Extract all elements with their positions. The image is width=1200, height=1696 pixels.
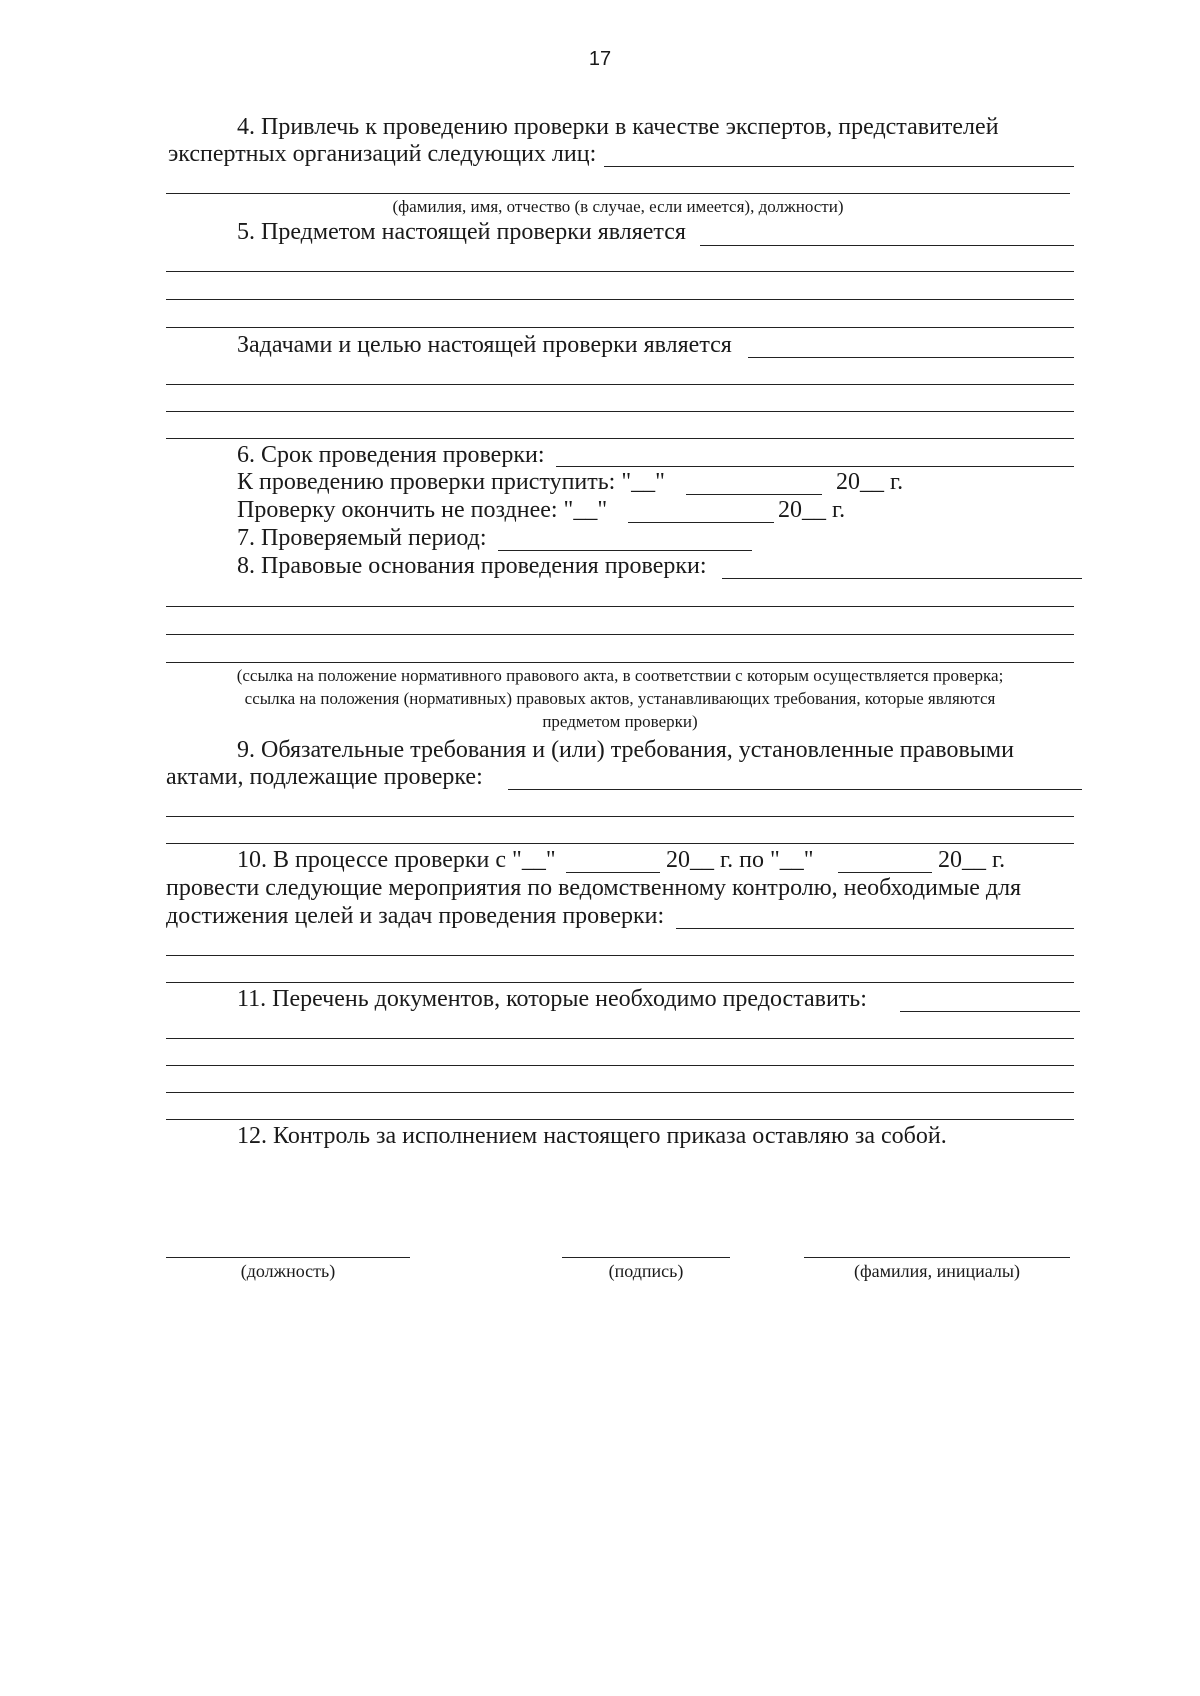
item10-line3: достижения целей и задач проведения проверки: bbox=[166, 903, 665, 929]
item7-period-blank[interactable] bbox=[498, 550, 752, 551]
signature-name-blank[interactable] bbox=[804, 1257, 1070, 1258]
item11-blank-3[interactable] bbox=[166, 1065, 1074, 1066]
item10-to-month-blank[interactable] bbox=[838, 872, 932, 873]
item8-caption-2: ссылка на положения (нормативных) правовых актов, устанавливающих требования, которые являются bbox=[244, 689, 996, 708]
item11-blank-5[interactable] bbox=[166, 1119, 1074, 1120]
item10-year2: 20__ г. bbox=[938, 847, 1006, 873]
item9-blank-2[interactable] bbox=[166, 816, 1074, 817]
item10-blank-3[interactable] bbox=[166, 982, 1074, 983]
item8-caption-3: предметом проверки) bbox=[542, 712, 698, 731]
item8-basis-blank-3[interactable] bbox=[166, 634, 1074, 635]
item10-from-label: 10. В процессе проверки с "__" bbox=[237, 847, 556, 873]
item6-term-label: 6. Срок проведения проверки: bbox=[237, 442, 545, 468]
item6-end-month-blank[interactable] bbox=[628, 522, 774, 523]
signature-sign-blank[interactable] bbox=[562, 1257, 730, 1258]
item9-blank-1[interactable] bbox=[508, 789, 1082, 790]
item8-basis-blank-2[interactable] bbox=[166, 606, 1074, 607]
item8-caption-1: (ссылка на положение нормативного правового акта, в соответствии с которым осуществляется проверка; bbox=[236, 666, 1004, 685]
item8-basis-blank-1[interactable] bbox=[722, 578, 1082, 579]
item10-year1: 20__ г. по "__" bbox=[666, 847, 814, 873]
item4-line2: экспертных организаций следующих лиц: bbox=[168, 141, 597, 167]
item5-subject-blank-3[interactable] bbox=[166, 299, 1074, 300]
item12-control-text: 12. Контроль за исполнением настоящего приказа оставляю за собой. bbox=[237, 1123, 947, 1149]
item9-line1: 9. Обязательные требования и (или) требования, установленные правовыми bbox=[237, 737, 1014, 763]
item8-basis-label: 8. Правовые основания проведения проверки: bbox=[237, 553, 707, 579]
item10-blank-2[interactable] bbox=[166, 955, 1074, 956]
item5-subject-label: 5. Предметом настоящей проверки является bbox=[237, 219, 686, 245]
item11-blank-2[interactable] bbox=[166, 1038, 1074, 1039]
signature-name-caption: (фамилия, инициалы) bbox=[854, 1261, 1020, 1281]
item4-blank-1[interactable] bbox=[604, 166, 1074, 167]
item6-start-year: 20__ г. bbox=[836, 469, 904, 495]
item9-line2: актами, подлежащие проверке: bbox=[166, 764, 483, 790]
item6-term-blank[interactable] bbox=[556, 466, 1074, 467]
signature-position-caption: (должность) bbox=[240, 1261, 336, 1281]
item10-from-month-blank[interactable] bbox=[566, 872, 660, 873]
item4-blank-2[interactable] bbox=[166, 193, 1070, 194]
item11-docs-label: 11. Перечень документов, которые необходимо предоставить: bbox=[237, 986, 867, 1012]
page-number: 17 bbox=[588, 48, 612, 70]
item6-end-label: Проверку окончить не позднее: "__" bbox=[237, 497, 608, 523]
item5-subject-blank-4[interactable] bbox=[166, 327, 1074, 328]
item5-goals-blank-2[interactable] bbox=[166, 384, 1074, 385]
item7-period-label: 7. Проверяемый период: bbox=[237, 525, 487, 551]
item8-basis-blank-4[interactable] bbox=[166, 662, 1074, 663]
item4-line1: 4. Привлечь к проведению проверки в качестве экспертов, представителей bbox=[237, 114, 999, 140]
item5-subject-blank-2[interactable] bbox=[166, 271, 1074, 272]
item11-blank-1[interactable] bbox=[900, 1011, 1080, 1012]
item5-subject-blank-1[interactable] bbox=[700, 245, 1074, 246]
item10-blank-1[interactable] bbox=[676, 928, 1074, 929]
item6-start-label: К проведению проверки приступить: "__" bbox=[237, 469, 665, 495]
item5-goals-blank-4[interactable] bbox=[166, 438, 1074, 439]
item11-blank-4[interactable] bbox=[166, 1092, 1074, 1093]
item5-goals-blank-3[interactable] bbox=[166, 411, 1074, 412]
item6-end-year: 20__ г. bbox=[778, 497, 846, 523]
signature-position-blank[interactable] bbox=[166, 1257, 410, 1258]
signature-sign-caption: (подпись) bbox=[608, 1261, 684, 1281]
item6-start-month-blank[interactable] bbox=[686, 494, 822, 495]
item5-goals-blank-1[interactable] bbox=[748, 357, 1074, 358]
item4-caption: (фамилия, имя, отчество (в случае, если имеется), должности) bbox=[392, 197, 844, 216]
item10-line2: провести следующие мероприятия по ведомственному контролю, необходимые для bbox=[166, 875, 1022, 901]
item9-blank-3[interactable] bbox=[166, 843, 1074, 844]
item5-goals-label: Задачами и целью настоящей проверки является bbox=[237, 332, 732, 358]
